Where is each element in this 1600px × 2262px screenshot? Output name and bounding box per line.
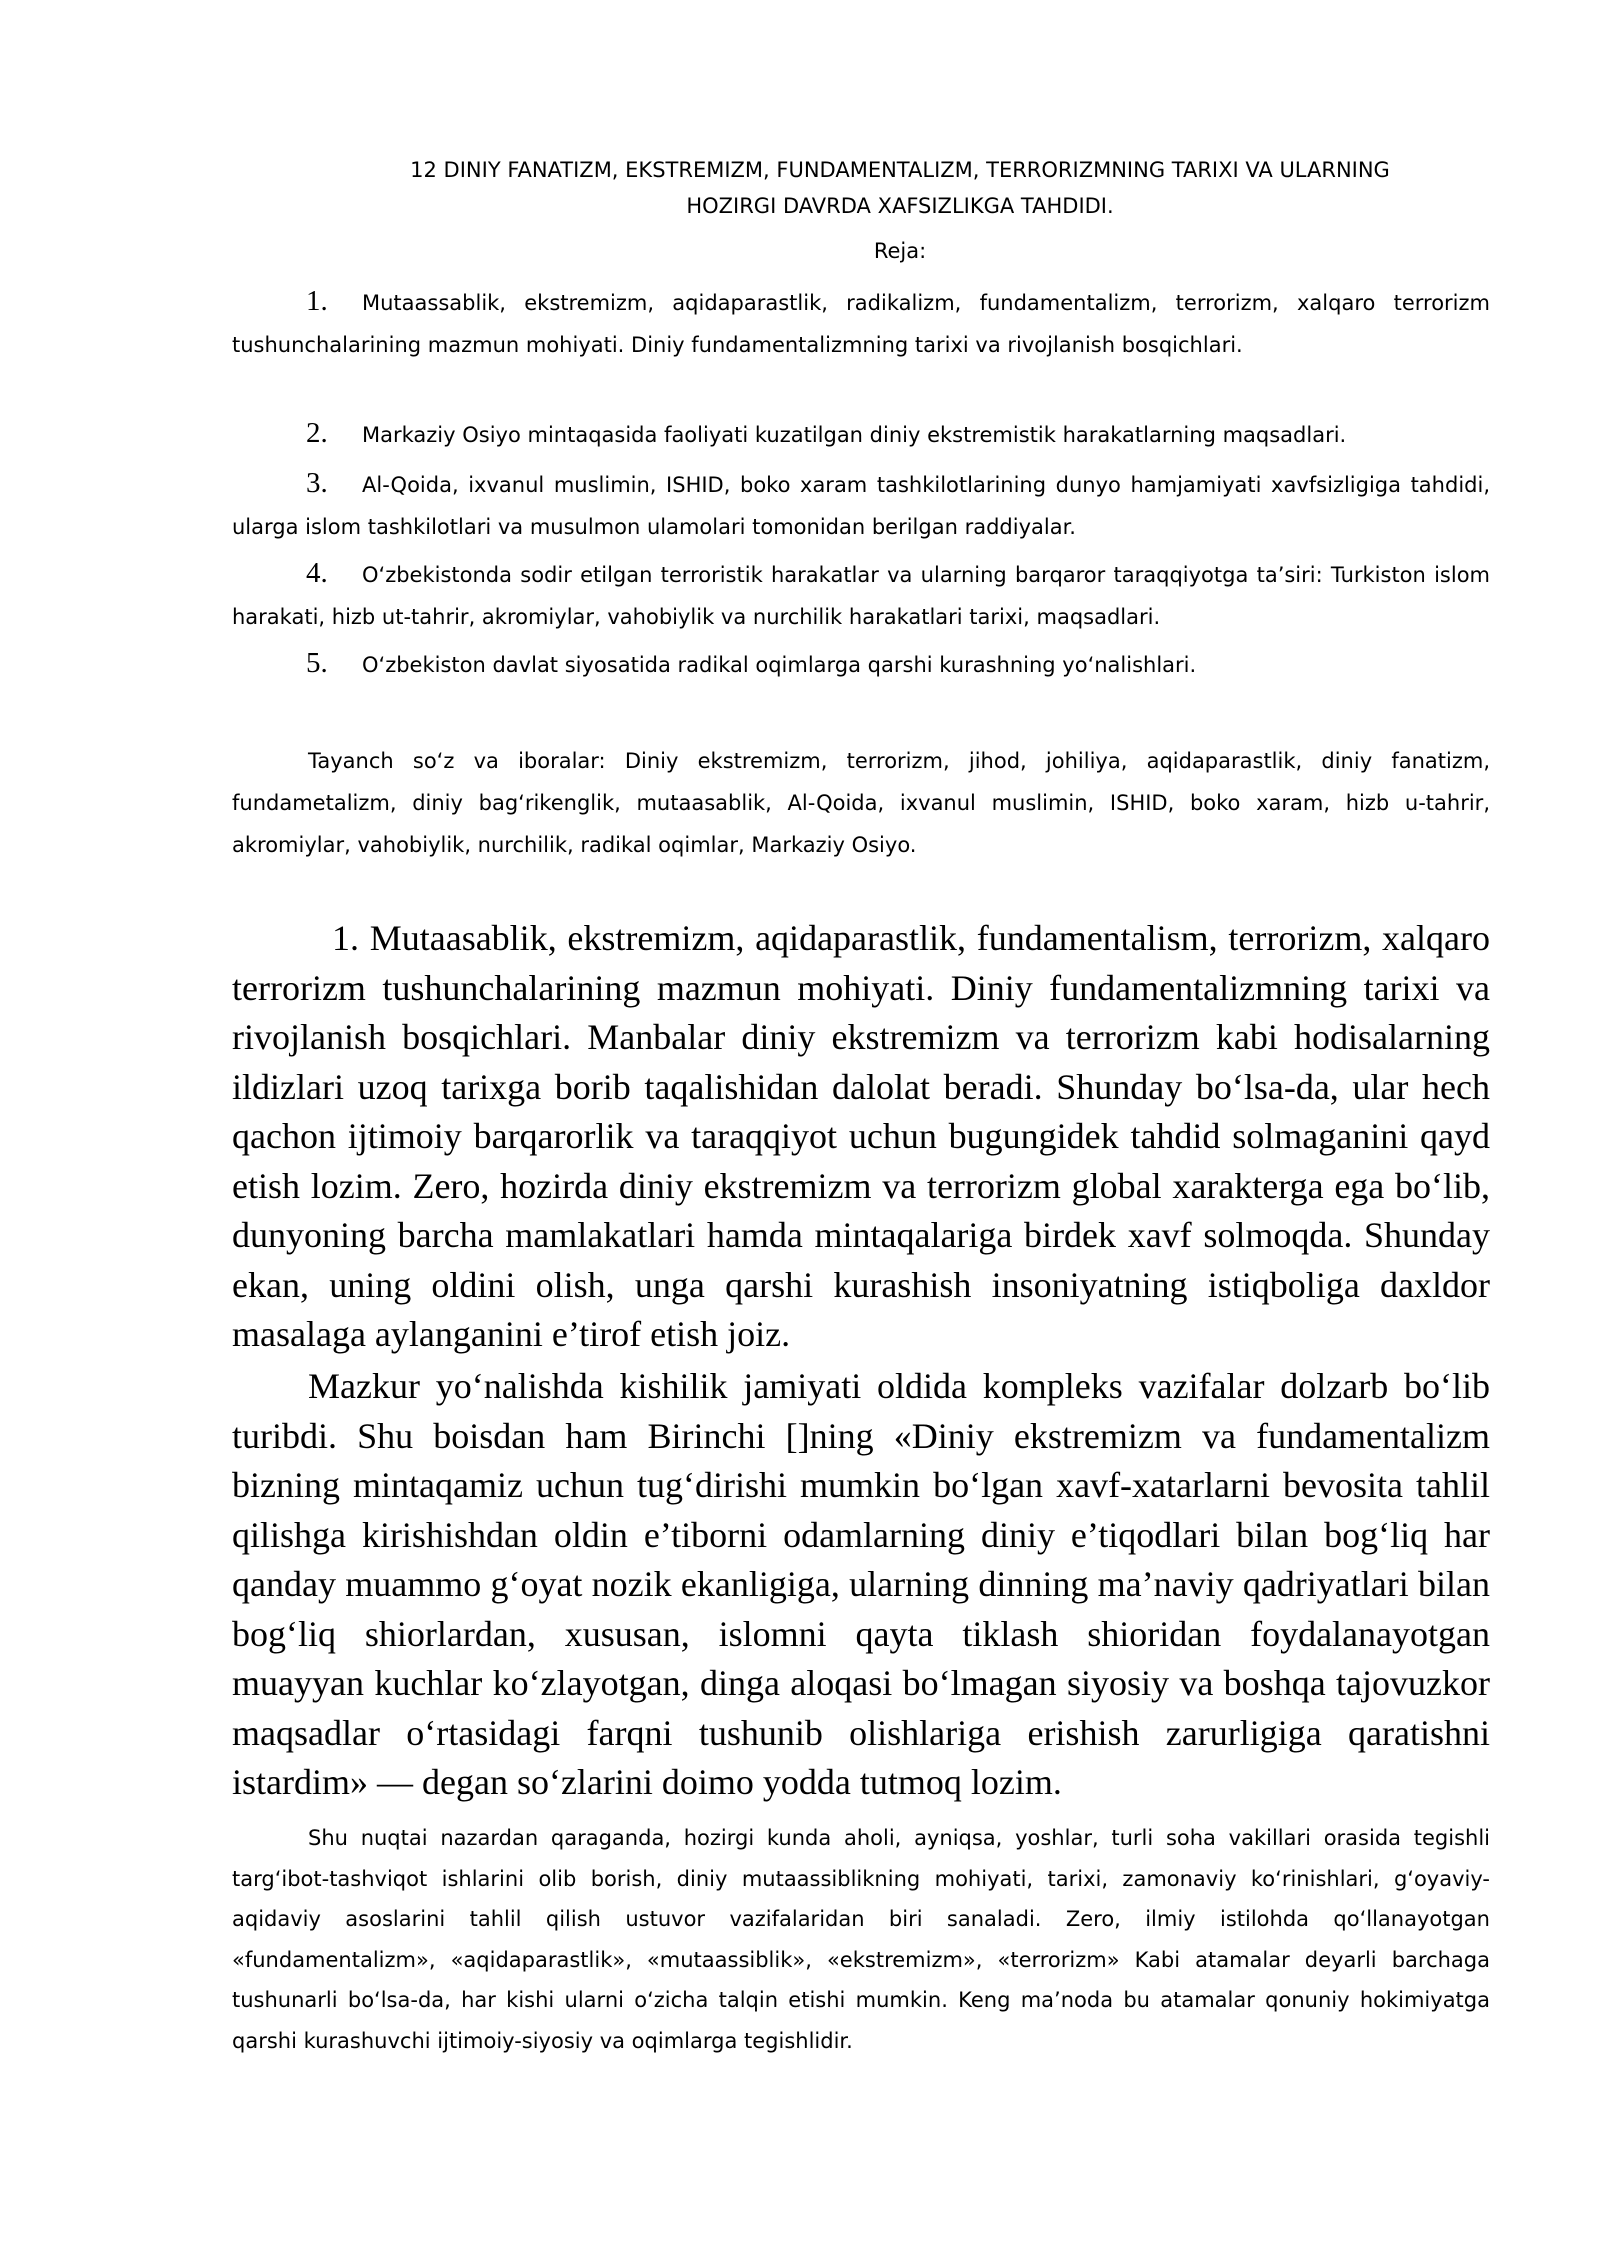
plan-item-number: 5. — [306, 647, 328, 679]
body-paragraph-1 — [232, 914, 1490, 1360]
plan-item-1 — [232, 280, 1490, 366]
plan-item-number: 3. — [306, 467, 328, 499]
plan-heading: Reja: — [873, 239, 927, 263]
body-paragraph-2 — [232, 1362, 1490, 1808]
document-title — [300, 152, 1500, 224]
plan-item-5 — [232, 642, 1490, 686]
body-paragraph-3-text: Shu nuqtai nazardan qaraganda, hozirgi kunda aholi, ayniqsa, yoshlar, turli soha vakillari orasida tegishli targ‘ibot-tashviqot ishlarini olib borish, diniy mutaassiblikning mohiyati, tarixi, zamonaviy ko‘rinishlari, g‘oyaviy-aqidaviy asoslarini tahlil qilish ustuvor vazifalaridan biri sanaladi. Zero, ilmiy istilohda qo‘llanayotgan «fundamentalizm», «aqidaparastlik», «mutaassiblik», «ekstremizm», «terrorizm» Kabi atamalar deyarli barchaga tushunarli bo‘lsa-da, har kishi ularni o‘zicha talqin etishi mumkin. Keng ma’noda bu atamalar qonuniy hokimiyatga qarshi kurashuvchi ijtimoiy-siyosiy va oqimlarga tegishlidir. — [232, 1826, 1490, 2053]
plan-item-text: Markaziy Osiyo mintaqasida faoliyati kuzatilgan diniy ekstremistik harakatlarning maqsadlari. — [362, 423, 1347, 447]
plan-item-text: O‘zbekiston davlat siyosatida radikal oqimlarga qarshi kurashning yo‘nalishlari. — [362, 653, 1197, 677]
body-paragraph-3 — [232, 1818, 1490, 2061]
plan-item-text: O‘zbekistonda sodir etilgan terroristik harakatlar va ularning barqaror taraqqiyotga ta’siri: Turkiston islom harakati, hizb ut-tahrir, akromiylar, vahobiylik va nurchilik harakatlari tarixi, maqsadlari. — [232, 563, 1490, 629]
plan-item-2 — [232, 412, 1490, 456]
title-line-1: 12 DINIY FANATIZM, EKSTREMIZM, FUNDAMENTALIZM, TERRORIZMNING TARIXI VA ULARNING — [410, 158, 1390, 182]
plan-item-4 — [232, 552, 1490, 638]
plan-item-3 — [232, 462, 1490, 548]
body-paragraph-2-text: Mazkur yo‘nalishda kishilik jamiyati oldida kompleks vazifalar dolzarb bo‘lib turibdi. Shu boisdan ham Birinchi []ning «Diniy ekstremizm va fundamentalizm bizning mintaqamiz uchun tug‘dirishi mumkin bo‘lgan xavf-xatarlarni bevosita tahlil qilishga kirishishdan oldin e’tiborni odamlarning diniy e’tiqodlari bilan bog‘liq har qanday muammo g‘oyat nozik ekanligiga, ularning dinning ma’naviy qadriyatlari bilan bog‘liq shiorlardan, xususan, islomni qayta tiklash shioridan foydalanayotgan muayyan kuchlar ko‘zlayotgan, dinga aloqasi bo‘lmagan siyosiy va boshqa tajovuzkor maqsadlar o‘rtasidagi farqni tushunib olishlariga erishish zarurligiga qaratishni istardim» — degan so‘zlarini doimo yodda tutmoq lozim. — [232, 1366, 1490, 1802]
plan-item-number: 2. — [306, 417, 328, 449]
title-line-2: HOZIRGI DAVRDA XAFSIZLIKGA TAHDIDI. — [686, 194, 1114, 218]
plan-item-text: Al-Qoida, ixvanul muslimin, ISHID, boko xaram tashkilotlarining dunyo hamjamiyati xavfsizligiga tahdidi, ularga islom tashkilotlari va musulmon ulamolari tomonidan berilgan raddiyalar. — [232, 473, 1490, 539]
plan-item-number: 4. — [306, 557, 328, 589]
body-paragraph-1-text: 1. Mutaasablik, ekstremizm, aqidaparastlik, fundamentalism, terrorizm, xalqaro terrorizm tushunchalarining mazmun mohiyati. Diniy fundamentalizmning tarixi va rivojlanish bosqichlari. Manbalar diniy ekstremizm va terrorizm kabi hodisalarning ildizlari uzoq tarixga borib taqalishidan dalolat beradi. Shunday bo‘lsa-da, ular hech qachon ijtimoiy barqarorlik va taraqqiyot uchun bugungidek tahdid solmaganini qayd etish lozim. Zero, hozirda diniy ekstremizm va terrorizm global xarakterga ega bo‘lib, dunyoning barcha mamlakatlari hamda mintaqalariga birdek xavf solmoqda. Shunday ekan, uning oldini olish, unga qarshi kurashish insoniyatning istiqboliga daxldor masalaga aylanganini e’tirof etish joiz. — [232, 918, 1490, 1354]
keywords-paragraph — [232, 740, 1490, 866]
plan-item-number: 1. — [306, 285, 328, 317]
keywords-text: Tayanch so‘z va iboralar: Diniy ekstremizm, terrorizm, jihod, johiliya, aqidaparastlik, diniy fanatizm, fundametalizm, diniy bag‘rikenglik, mutaasablik, Al-Qoida, ixvanul muslimin, ISHID, boko xaram, hizb u-tahrir, akromiylar, vahobiylik, nurchilik, radikal oqimlar, Markaziy Osiyo. — [232, 749, 1490, 857]
plan-item-text: Mutaassablik, ekstremizm, aqidaparastlik, radikalizm, fundamentalizm, terrorizm, xalqaro terrorizm tushunchalarining mazmun mohiyati. Diniy fundamentalizmning tarixi va rivojlanish bosqichlari. — [232, 291, 1490, 357]
